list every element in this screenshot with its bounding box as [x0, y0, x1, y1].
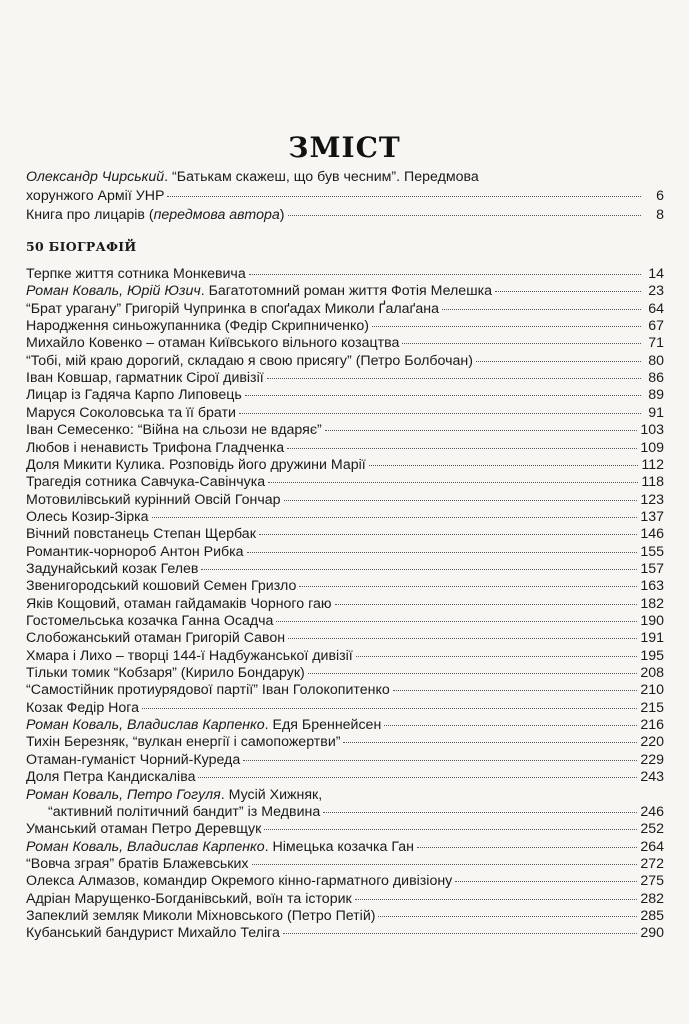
- entry-text: Вічний повстанець Степан Щербак: [26, 526, 256, 543]
- entry-page-number: 112: [641, 456, 664, 473]
- entry-text-wrap: [26, 855, 249, 873]
- entry-text-wrap: [26, 907, 375, 925]
- toc-entry[interactable]: [26, 439, 664, 457]
- entry-page-number: 252: [640, 821, 664, 838]
- entry-text-wrap: [26, 803, 320, 821]
- entry-text-wrap: [26, 439, 284, 457]
- toc-entry[interactable]: [26, 386, 664, 404]
- entry-text: . Багатотомний роман життя Фотія Мелешка: [200, 283, 492, 300]
- entry-author: Роман Коваль, Петро Гогуля: [26, 786, 221, 803]
- leader-dots: [384, 725, 637, 726]
- entry-text: “Вовча зграя” братів Блажевських: [26, 855, 249, 872]
- entry-text: Доля Петра Кандискаліва: [26, 769, 196, 786]
- toc-entry-line: [26, 168, 479, 186]
- entry-text: Маруся Соколовська та її брати: [26, 404, 236, 421]
- entry-text-wrap: [26, 629, 285, 647]
- toc-entry[interactable]: [26, 525, 664, 543]
- toc-entry[interactable]: [26, 187, 664, 205]
- leader-dots: [276, 621, 637, 622]
- toc-entry[interactable]: [26, 473, 664, 491]
- toc-entry[interactable]: [26, 456, 664, 474]
- entry-text-wrap: [26, 543, 244, 561]
- entry-text-wrap: [26, 595, 332, 613]
- entry-page-number: 182: [640, 595, 664, 612]
- entry-page-number: 86: [648, 370, 664, 387]
- toc-entry[interactable]: [26, 716, 664, 734]
- entry-page-number: 290: [640, 925, 664, 942]
- entry-author: Олександр Чирський: [26, 169, 165, 185]
- entry-text: Книга про лицарів (: [26, 207, 154, 223]
- entry-page-number: 272: [640, 855, 664, 872]
- leader-dots: [393, 690, 638, 691]
- entry-page-number: 80: [648, 352, 664, 369]
- toc-entry[interactable]: [26, 838, 664, 856]
- entry-text: Отаман-гуманіст Чорний-Куреда: [26, 751, 241, 768]
- leader-dots: [343, 742, 637, 743]
- entry-text: Яків Кощовий, отаман гайдамаків Чорного гаю: [26, 595, 332, 612]
- leader-dots: [287, 448, 637, 449]
- entry-text-wrap: [26, 612, 273, 630]
- leader-dots: [417, 847, 637, 848]
- leader-dots: [356, 656, 638, 657]
- leader-dots: [402, 343, 641, 344]
- entry-page-number: 215: [640, 699, 664, 716]
- entry-text-wrap: [26, 352, 473, 370]
- leader-dots: [442, 309, 641, 310]
- leader-dots: [239, 413, 641, 414]
- entry-text: Трагедія сотника Савчука-Савінчука: [26, 474, 266, 491]
- entry-page-number: 285: [640, 907, 664, 924]
- entry-text-wrap: [26, 872, 452, 890]
- leader-dots: [308, 673, 638, 674]
- leader-dots: [299, 586, 637, 587]
- toc-entry[interactable]: [26, 560, 664, 578]
- entry-text-wrap: [26, 681, 390, 699]
- entry-text: Любов і ненависть Трифона Гладченка: [26, 439, 285, 456]
- entry-page-number: 216: [640, 717, 664, 734]
- toc-entry[interactable]: [26, 768, 664, 786]
- toc-entry[interactable]: [26, 282, 664, 300]
- entry-page-number: 109: [640, 439, 664, 456]
- entry-page-number: 282: [640, 890, 664, 907]
- toc-entry[interactable]: [26, 206, 664, 224]
- toc-entry[interactable]: [26, 300, 664, 318]
- entry-text: Олекса Алмазов, командир Окремого кінно-гарматного дивізіону: [26, 873, 453, 890]
- toc-entry[interactable]: [26, 664, 664, 682]
- leader-dots: [264, 829, 637, 830]
- leader-dots: [283, 933, 637, 934]
- entry-page-number: 243: [640, 769, 664, 786]
- leader-dots: [198, 777, 637, 778]
- leader-dots: [152, 517, 638, 518]
- leader-dots: [323, 812, 637, 813]
- entry-text-wrap: [26, 716, 381, 734]
- entry-text-wrap: [26, 473, 265, 491]
- entry-text: Іван Ковшар, гарматник Сірої дивізії: [26, 370, 264, 387]
- entry-text: Лицар із Гадяча Карпо Липовець: [26, 387, 242, 404]
- entry-text: “Брат урагану” Григорій Чупринка в споґадах Миколи Ґалаґана: [26, 300, 439, 317]
- entry-text-wrap: [26, 491, 281, 509]
- toc-entry[interactable]: [26, 491, 664, 509]
- toc-entry[interactable]: [26, 421, 664, 439]
- entry-text: Романтик-чорнороб Антон Рибка: [26, 543, 244, 560]
- leader-dots: [355, 899, 638, 900]
- leader-dots: [335, 604, 638, 605]
- leader-dots: [252, 864, 638, 865]
- entry-text-wrap: [26, 664, 305, 682]
- entry-text-wrap: [26, 421, 322, 439]
- entry-text-wrap: [26, 577, 296, 595]
- entry-author: Роман Коваль, Юрій Юзич: [26, 283, 201, 300]
- entry-text-wrap: [26, 838, 414, 856]
- entry-text-wrap: [26, 647, 353, 665]
- entry-page-number: 275: [640, 873, 664, 890]
- entry-page-number: 208: [640, 665, 664, 682]
- entry-page-number: 229: [640, 751, 664, 768]
- leader-dots: [167, 196, 641, 197]
- leader-dots: [259, 534, 637, 535]
- leader-dots: [247, 552, 638, 553]
- leader-dots: [267, 378, 641, 379]
- entry-page-number: 210: [640, 682, 664, 699]
- entry-text-wrap: [26, 560, 198, 578]
- leader-dots: [245, 395, 641, 396]
- entry-page-number: 14: [648, 266, 664, 282]
- toc-entry[interactable]: [26, 352, 664, 370]
- toc-entry[interactable]: [26, 334, 664, 352]
- toc-entry[interactable]: [26, 629, 664, 647]
- entry-text: Уманський отаман Петро Деревщук: [26, 821, 262, 838]
- toc-entry[interactable]: [26, 612, 664, 630]
- toc-entry[interactable]: [26, 404, 664, 422]
- leader-dots: [288, 638, 637, 639]
- entry-text: . Мусій Хижняк,: [220, 786, 323, 803]
- entry-page-number: 146: [640, 526, 664, 543]
- entry-page-number: 71: [648, 335, 664, 352]
- entry-page-number: 155: [640, 543, 664, 560]
- entry-page-number: 91: [648, 404, 664, 421]
- entry-text: Мотовилівський курінний Овсій Гончар: [26, 491, 281, 508]
- entry-page-number: 23: [648, 283, 664, 300]
- entry-page-number: 64: [648, 300, 664, 317]
- entry-text: . “Батькам скажеш, що був чесним”. Передмова: [164, 169, 479, 185]
- entry-text-wrap: [26, 369, 264, 387]
- entry-page-number: 103: [640, 422, 664, 439]
- entry-text: Звенигородський кошовий Семен Гризло: [26, 578, 297, 595]
- entry-text: Іван Семесенко: “Війна на сльози не вдаряє”: [26, 422, 322, 439]
- entry-text: . Німецька козачка Ган: [264, 838, 414, 855]
- entry-page-number: 118: [641, 474, 664, 491]
- entry-text: Кубанський бандурист Михайло Теліга: [26, 925, 280, 942]
- leader-dots: [142, 708, 637, 709]
- entry-text-wrap: [26, 733, 340, 751]
- toc-entry[interactable]: [26, 855, 664, 873]
- leader-dots: [268, 482, 638, 483]
- toc-entry[interactable]: [26, 699, 664, 717]
- page-title: ЗМІСТ: [288, 131, 401, 164]
- toc-entry[interactable]: [26, 924, 664, 942]
- toc-entry[interactable]: [26, 543, 664, 561]
- entry-text: “Тобі, мій краю дорогий, складаю я свою присягу” (Петро Болбочан): [26, 352, 473, 369]
- toc-entry[interactable]: [26, 595, 664, 613]
- entry-page-number: 6: [656, 188, 664, 204]
- leader-dots: [455, 881, 637, 882]
- entry-page-number: 163: [640, 578, 664, 595]
- leader-dots: [288, 215, 642, 216]
- entry-text-wrap: [26, 265, 246, 283]
- entry-text-wrap: [26, 386, 242, 404]
- entry-page-number: 264: [640, 838, 664, 855]
- toc-entry[interactable]: [26, 369, 664, 387]
- entry-text-wrap: [26, 300, 439, 318]
- entry-text: Олесь Козир-Зірка: [26, 508, 149, 525]
- entry-page-number: 123: [640, 491, 664, 508]
- entry-text-italic: передмова автора: [153, 207, 280, 223]
- leader-dots: [243, 760, 637, 761]
- entry-text-wrap: [26, 820, 261, 838]
- leader-dots: [325, 430, 638, 431]
- entry-text: . Едя Бреннейсен: [264, 717, 382, 734]
- entry-page-number: 220: [640, 734, 664, 751]
- leader-dots: [284, 500, 638, 501]
- entry-page-number: 137: [640, 508, 664, 525]
- entry-page-number: 191: [640, 630, 664, 647]
- entry-text: Гостомельська козачка Ганна Осадча: [26, 613, 274, 629]
- entry-page-number: 190: [640, 613, 664, 629]
- leader-dots: [372, 326, 641, 327]
- entry-text-wrap: [26, 924, 280, 942]
- entry-text: Хмара і Лихо – творці 144-ї Надбужанської дивізії: [26, 647, 353, 664]
- entry-text-wrap: [26, 456, 366, 474]
- leader-dots: [369, 465, 639, 466]
- entry-text: Доля Микити Кулика. Розповідь його дружини Марії: [26, 456, 366, 473]
- entry-text-end: ): [279, 207, 285, 223]
- toc-entry[interactable]: [26, 317, 664, 335]
- entry-text: Слобожанський отаман Григорій Савон: [26, 630, 286, 647]
- entry-text-wrap: [26, 404, 236, 422]
- entry-text: Народження синьожупанника (Федір Скрипниченко): [26, 318, 369, 335]
- entry-text-wrap: [26, 282, 492, 300]
- entry-text-wrap: [26, 317, 369, 335]
- entry-text-wrap: [26, 206, 285, 224]
- entry-text: Тихін Березняк, “вулкан енергії і самопожертви”: [26, 734, 341, 751]
- entry-page-number: 157: [640, 560, 664, 577]
- entry-text: Михайло Ковенко – отаман Київського вільного козацтва: [26, 335, 400, 352]
- entry-page-number: 8: [656, 207, 664, 223]
- entry-text: Задунайський козак Гелев: [26, 560, 199, 577]
- entry-text: хорунжого Армії УНР: [26, 188, 165, 204]
- entry-text-wrap: [26, 525, 256, 543]
- entry-text-wrap: [26, 890, 352, 908]
- leader-dots: [476, 361, 641, 362]
- toc-entry[interactable]: [26, 647, 664, 665]
- toc-entry[interactable]: [26, 508, 664, 526]
- toc-entry[interactable]: [26, 907, 664, 925]
- toc-entry[interactable]: [26, 890, 664, 908]
- toc-entry[interactable]: [26, 577, 664, 595]
- entry-text-wrap: [26, 751, 240, 769]
- toc-entry-line: [26, 786, 322, 804]
- entry-page-number: 246: [640, 803, 664, 820]
- entry-text-wrap: [26, 334, 399, 352]
- entry-text: Запеклий земляк Миколи Міхновського (Петро Петій): [26, 907, 376, 924]
- toc-entry[interactable]: [26, 681, 664, 699]
- entry-text-wrap: [26, 699, 139, 717]
- entry-page-number: 67: [648, 318, 664, 335]
- entry-author: Роман Коваль, Владислав Карпенко: [26, 717, 265, 734]
- leader-dots: [249, 274, 641, 275]
- toc-entry[interactable]: [26, 803, 664, 821]
- entry-text: “Самостійник протиурядової партії” Іван Голокопитенко: [26, 682, 390, 699]
- entry-author: Роман Коваль, Владислав Карпенко: [26, 838, 265, 855]
- leader-dots: [201, 569, 637, 570]
- section-title: 50 БІОГРАФІЙ: [26, 239, 137, 254]
- toc-entry[interactable]: [26, 872, 664, 890]
- entry-page-number: 89: [648, 387, 664, 404]
- toc-entry[interactable]: [26, 820, 664, 838]
- entry-text: Тільки томик “Кобзаря” (Кирило Бондарук): [26, 665, 305, 682]
- entry-text: Терпке життя сотника Монкевича: [26, 266, 246, 282]
- entry-page-number: 195: [640, 647, 664, 664]
- leader-dots: [495, 291, 641, 292]
- toc-entry[interactable]: [26, 733, 664, 751]
- entry-text: “активний політичний бандит” із Медвина: [48, 803, 321, 820]
- entry-text: Козак Федір Нога: [26, 699, 140, 716]
- entry-text: Адріан Марущенко-Богданівський, воїн та історик: [26, 890, 352, 907]
- toc-entry[interactable]: [26, 265, 664, 283]
- entry-text-wrap: [26, 768, 195, 786]
- entry-text-wrap: [26, 508, 149, 526]
- leader-dots: [378, 916, 637, 917]
- toc-entry[interactable]: [26, 751, 664, 769]
